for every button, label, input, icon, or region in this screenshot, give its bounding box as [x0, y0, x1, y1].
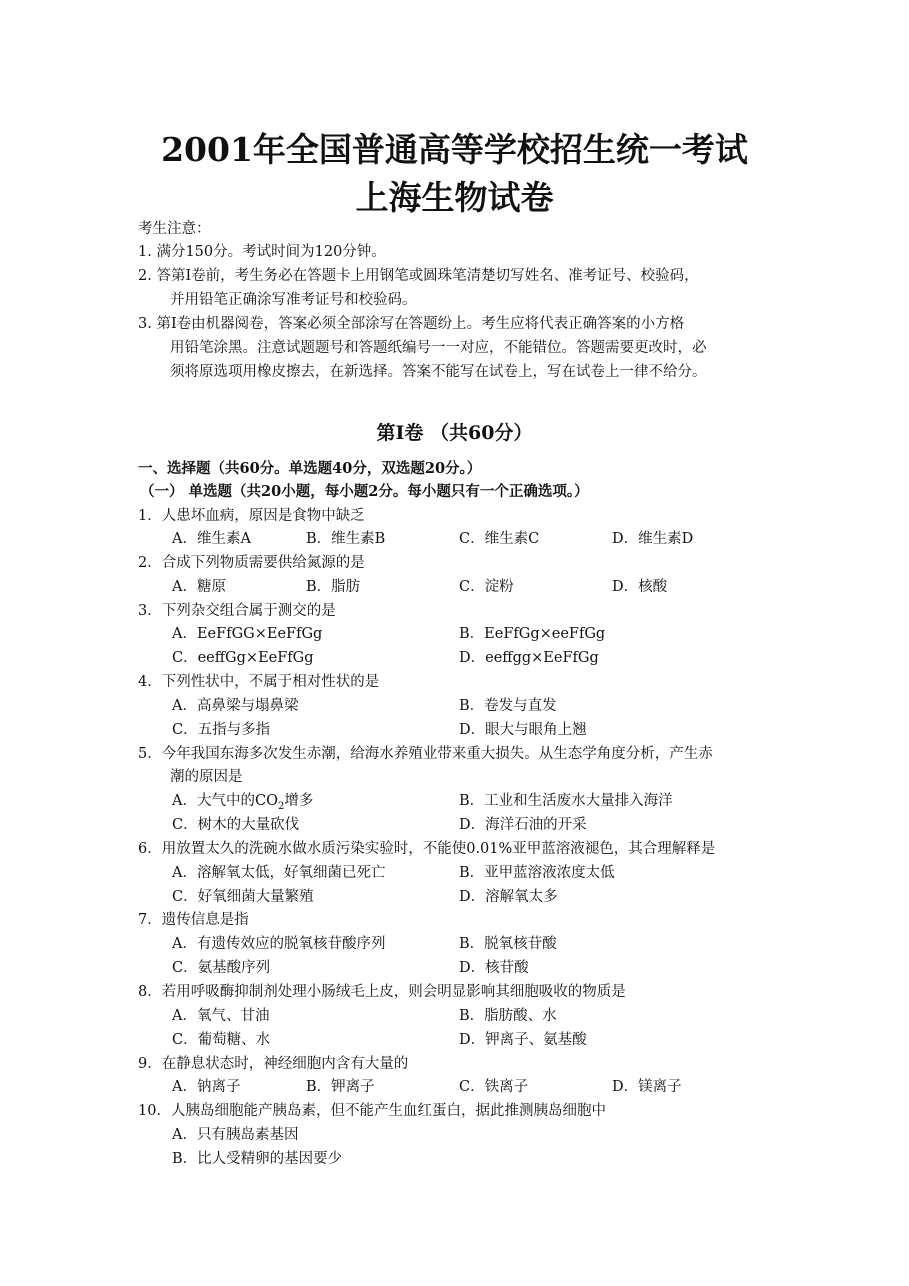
- question-stem: 7．遗传信息是指: [138, 912, 249, 928]
- question-option: B．钾离子: [306, 1079, 375, 1095]
- question-option: D．eeffgg×EeFfGg: [459, 650, 599, 666]
- question-option: A．高鼻梁与塌鼻梁: [172, 698, 299, 714]
- notice-item-3-cont-2: 须将原选项用橡皮擦去，在新选择。答案不能写在试卷上，写在试卷上一律不给分。: [170, 364, 707, 380]
- section-title: 第Ⅰ卷 （共60分）: [376, 422, 533, 444]
- question-option: B．脂肪酸、水: [459, 1008, 557, 1024]
- question-stem: 3．下列杂交组合属于测交的是: [138, 603, 336, 619]
- question-option: D．核酸: [612, 579, 668, 595]
- question-option: A．有遗传效应的脱氧核苷酸序列: [172, 936, 386, 952]
- question-option: B．EeFfGg×eeFfGg: [459, 626, 606, 642]
- question-option: B．脱氧核苷酸: [459, 936, 557, 952]
- question-option: D．镁离子: [612, 1079, 682, 1095]
- question-option: C．五指与多指: [172, 722, 271, 738]
- option-text: A．大气中的CO: [172, 793, 278, 809]
- notice-item-1: 1. 满分150分。考试时间为120分钟。: [138, 244, 386, 260]
- question-option: B．亚甲蓝溶液浓度太低: [459, 865, 615, 881]
- question-option: B．比人受精卵的基因要少: [172, 1151, 343, 1167]
- question-option: D．海洋石油的开采: [459, 817, 587, 833]
- question-option: A．EeFfGG×EeFfGg: [172, 626, 323, 642]
- question-option: B．维生素B: [306, 531, 386, 547]
- question-option: B．卷发与直发: [459, 698, 557, 714]
- question-option: C．铁离子: [459, 1079, 529, 1095]
- question-stem: 6．用放置太久的洗碗水做水质污染实验时，不能使0.01%亚甲蓝溶液褪色，其合理解释是: [138, 841, 716, 857]
- question-stem: 5．今年我国东海多次发生赤潮，给海水养殖业带来重大损失。从生态学角度分析，产生赤: [138, 746, 713, 762]
- question-stem-cont: 潮的原因是: [170, 769, 243, 785]
- exam-subtitle: 上海生物试卷: [355, 178, 554, 217]
- question-option: C．好氧细菌大量繁殖: [172, 889, 314, 905]
- part-subheading: （一） 单选题（共20小题，每小题2分。每小题只有一个正确选项。）: [140, 483, 589, 500]
- question-option: C．葡萄糖、水: [172, 1032, 271, 1048]
- question-option: A．氧气、甘油: [172, 1008, 270, 1024]
- question-option: D．核苷酸: [459, 960, 529, 976]
- question-option: C．淀粉: [459, 579, 514, 595]
- subscript: 2: [277, 800, 285, 812]
- question-option: C．氨基酸序列: [172, 960, 271, 976]
- question-stem: 9．在静息状态时，神经细胞内含有大量的: [138, 1056, 409, 1072]
- question-stem: 1．人患坏血病，原因是食物中缺乏: [138, 508, 365, 524]
- question-option: A．维生素A: [172, 531, 251, 547]
- question-option: B．脂肪: [306, 579, 361, 595]
- question-option: A．只有胰岛素基因: [172, 1127, 299, 1143]
- question-stem: 10．人胰岛细胞能产胰岛素，但不能产生血红蛋白，据此推测胰岛细胞中: [138, 1103, 606, 1119]
- notice-item-2: 2. 答第Ⅰ卷前，考生务必在答题卡上用钢笔或圆珠笔清楚切写姓名、准考证号、校验码，: [138, 268, 699, 284]
- question-stem: 8．若用呼吸酶抑制剂处理小肠绒毛上皮，则会明显影响其细胞吸收的物质是: [138, 984, 626, 1000]
- question-stem: 4．下列性状中，不属于相对性状的是: [138, 674, 380, 690]
- question-option: A．钠离子: [172, 1079, 241, 1095]
- question-option: D．眼大与眼角上翘: [459, 722, 587, 738]
- question-option: D．溶解氧太多: [459, 889, 558, 905]
- question-option: C．维生素C: [459, 531, 540, 547]
- question-option: A．糖原: [172, 579, 226, 595]
- notice-item-3-cont-1: 用铅笔涂黑。注意试题题号和答题纸编号一一对应，不能错位。答题需要更改时，必: [170, 340, 707, 356]
- question-option: A．溶解氧太低，好氧细菌已死亡: [172, 865, 386, 881]
- question-option: D．钾离子、氨基酸: [459, 1032, 587, 1048]
- question-option: C．树木的大量砍伐: [172, 817, 300, 833]
- notice-item-2-cont: 并用铅笔正确涂写准考证号和校验码。: [170, 292, 417, 308]
- part-heading: 一、选择题（共60分。单选题40分，双选题20分。）: [138, 460, 482, 477]
- notice-heading: 考生注意：: [138, 221, 211, 237]
- question-stem: 2．合成下列物质需要供给氮源的是: [138, 555, 365, 571]
- question-option: C．eeffGg×EeFfGg: [172, 650, 314, 666]
- notice-item-3: 3. 第Ⅰ卷由机器阅卷，答案必须全部涂写在答题纷上。考生应将代表正确答案的小方格: [138, 316, 685, 332]
- option-text-tail: 增多: [284, 793, 314, 809]
- question-option: [172, 792, 313, 816]
- question-option: B．工业和生活废水大量排入海洋: [459, 793, 673, 809]
- exam-title: 2001年全国普通高等学校招生统一考试: [161, 130, 748, 169]
- question-option: D．维生素D: [612, 531, 694, 547]
